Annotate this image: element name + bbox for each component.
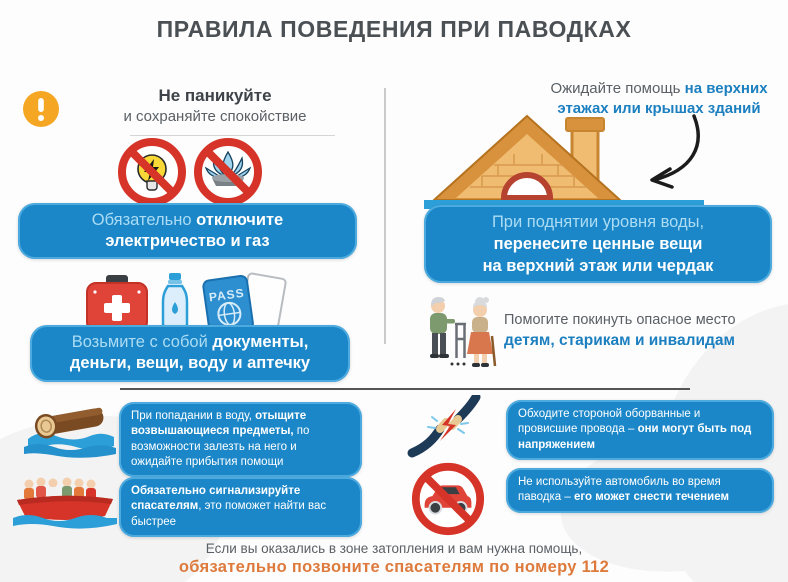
banner-disconnect-power <box>18 203 357 259</box>
prohibition-icons <box>116 136 264 208</box>
no-electricity-icon <box>116 136 188 208</box>
banner-no-car <box>506 468 774 513</box>
banner-text: Не используйте автомобиль во время паводка – <box>518 476 721 504</box>
passport-label: PASS <box>208 285 246 305</box>
banner-text-bold: они могут быть под напряжением <box>518 423 752 451</box>
banner-text-bold: его может снести течением <box>573 491 729 504</box>
assist-text-bold: детям, старикам и инвалидам <box>504 332 735 350</box>
banner-move-valuables <box>424 205 772 283</box>
wait-text-bold: этажах или крышах зданий <box>557 99 761 117</box>
banner-text-bold: перенесите ценные вещи <box>493 235 703 254</box>
banner-avoid-wires <box>506 400 774 460</box>
wait-text-normal: Ожидайте помощь <box>550 80 685 97</box>
banner-text-bold: деньги, вещи, воду и аптечку <box>69 354 311 373</box>
broken-wire-icon <box>406 395 494 459</box>
log-on-water-icon <box>22 399 118 461</box>
banner-text-bold: электричество и газ <box>105 232 270 251</box>
banner-in-water <box>119 402 362 477</box>
banner-text: При поднятии уровня воды, <box>491 213 705 231</box>
footer-help-text: Если вы оказались в зоне затопления и вам нужна помощь, <box>205 541 583 556</box>
assist-text-normal: Помогите покинуть опасное место <box>504 312 736 328</box>
rescue-boat-icon <box>13 466 117 530</box>
banner-text: по возможности залезть на него и ожидайте прибытия помощи <box>131 425 310 468</box>
curved-arrow-icon <box>628 112 708 204</box>
keep-calm-text <box>75 86 355 125</box>
banner-text-bold: на верхний этаж или чердак <box>482 257 714 276</box>
column-divider <box>384 88 386 344</box>
emergency-number-text: обязательно позвоните спасателям по номеру 112 <box>178 558 610 576</box>
no-gas-icon <box>192 136 264 208</box>
banner-text-bold: Обязательно сигнализируйте спасателям <box>131 485 301 513</box>
keep-calm-title: Не паникуйте <box>158 86 272 105</box>
wait-text-bold: на верхних <box>684 80 768 97</box>
banner-signal-rescuers <box>119 477 362 537</box>
elderly-couple-icon <box>418 292 498 380</box>
banner-text-bold: отыщите возвышающиеся предметы, <box>131 410 307 438</box>
banner-text-bold: документы, <box>212 333 309 351</box>
banner-text: Обязательно <box>91 211 197 229</box>
warning-icon <box>22 90 60 128</box>
banner-text-bold: отключите <box>196 211 284 229</box>
section-divider <box>120 388 690 390</box>
page-title: ПРАВИЛА ПОВЕДЕНИЯ ПРИ ПАВОДКАХ <box>156 16 632 42</box>
keep-calm-subtitle: и сохраняйте спокойствие <box>123 108 307 125</box>
banner-take-items <box>30 325 350 382</box>
banner-text: При попадании в воду, <box>131 410 256 422</box>
assist-vulnerable-text <box>504 310 782 352</box>
footer <box>0 541 788 577</box>
banner-text: , это поможет найти вас быстрее <box>131 500 327 528</box>
banner-text: Возьмите с собой <box>71 333 213 351</box>
banner-text: Обходите стороной оборванные и провисшие провода – <box>518 408 701 436</box>
no-car-icon <box>408 460 488 538</box>
